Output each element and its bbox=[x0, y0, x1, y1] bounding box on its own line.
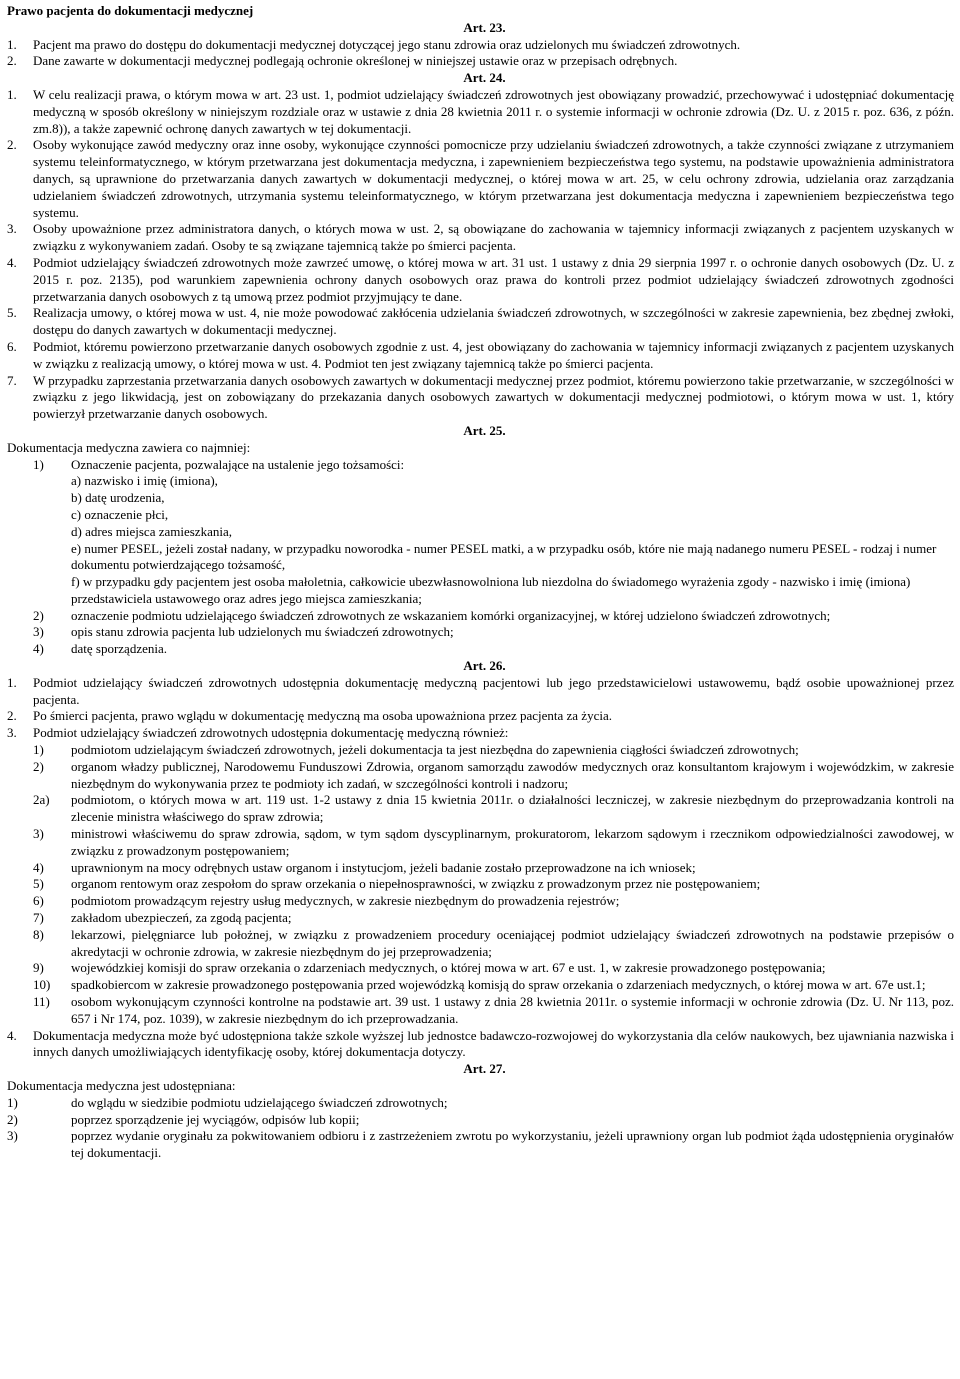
item-number: 2. bbox=[7, 53, 17, 69]
point-number: 6) bbox=[33, 893, 44, 909]
point-number: 1) bbox=[33, 742, 44, 758]
item-text: Osoby upoważnione przez administratora danych, o których mowa w ust. 2, są obowiązane do zachowania w tajemnicy informacji związanych z pacjentem uzyskanych w związku z wykonywaniem zadań. Osoby te są związane tajemnicą także po śmierci pacjenta. bbox=[33, 221, 954, 254]
point-number: 3) bbox=[7, 1128, 18, 1144]
art24-item bbox=[7, 305, 954, 339]
art26-point bbox=[7, 742, 954, 759]
item-text: Po śmierci pacjenta, prawo wglądu w dokumentację medyczną ma osoba upoważniona przez pacjenta za życia. bbox=[33, 708, 612, 724]
point-number: 7) bbox=[33, 910, 44, 926]
point-number: 2a) bbox=[33, 792, 50, 808]
item-number: 1. bbox=[7, 674, 17, 690]
point-number: 10) bbox=[33, 977, 51, 993]
point-text: oznaczenie podmiotu udzielającego świadczeń zdrowotnych ze wskazaniem komórki organizacyjnej, w której udzielono świadczeń zdrowotnych; bbox=[71, 607, 831, 623]
item-text: W przypadku zaprzestania przetwarzania danych osobowych zawartych w dokumentacji medycznej przez podmiot, któremu powierzono takie przetwarzanie, w szczególności w związku z jego likwidacją, jest on zobowiązany do przekazania danych osobowych zawartych w dokumentacji medycznej podmiotowi, o którym mowa w ust. 1, który powierzył przetwarzanie danych osobowych. bbox=[33, 372, 954, 422]
item-number: 4. bbox=[7, 1027, 17, 1043]
point-text: wojewódzkiej komisji do spraw orzekania o zdarzeniach medycznych, o której mowa w art. 67 e ust. 1, w zakresie prowadzonego postępowania; bbox=[71, 960, 826, 976]
point-text: podmiotom prowadzącym rejestry usług medycznych, w zakresie niezbędnym do prowadzenia rejestrów; bbox=[71, 893, 620, 909]
point-text: lekarzowi, pielęgniarce lub położnej, w związku z prowadzeniem procedury oceniającej podmiot udzielający świadczeń zdrowotnych na podstawie przepisów o akredytacji w ochronie zdrowia, w zakresie niezbędnym do jej przeprowadzenia; bbox=[71, 926, 954, 959]
article-24-heading: Art. 24. bbox=[463, 70, 506, 86]
item-number: 2. bbox=[7, 137, 17, 153]
art25-point bbox=[7, 457, 954, 474]
point-text: ministrowi właściwemu do spraw zdrowia, sądom, w tym sądom dyscyplinarnym, prokuratorom, lekarzom sądowym i rzecznikom odpowiedzialności zawodowej, w związku z prowadzonym postępowaniem; bbox=[71, 826, 954, 858]
point-text: poprzez sporządzenie jej wyciągów, odpisów lub kopii; bbox=[71, 1111, 360, 1127]
item-text: Podmiot, któremu powierzono przetwarzanie danych osobowych zgodnie z ust. 4, jest obowiązany do zachowania w tajemnicy informacji związanych z pacjentem uzyskanych w związku z realizacją umowy, o której mowa w ust. 4. Podmiot ten jest związany tajemnicą także po śmierci pacjenta. bbox=[33, 338, 954, 371]
art26-point bbox=[7, 910, 954, 927]
art26-item bbox=[7, 708, 954, 725]
item-text: Podmiot udzielający świadczeń zdrowotnych udostępnia dokumentację medyczną również: bbox=[33, 725, 509, 741]
point-number: 3) bbox=[33, 826, 44, 842]
article-27-heading: Art. 27. bbox=[463, 1061, 506, 1077]
item-number: 1. bbox=[7, 86, 17, 102]
point-text: organom władzy publicznej, Narodowemu Funduszowi Zdrowia, organom samorządu zawodów medycznych oraz konsultantom krajowym i wojewódzkim, w zakresie niezbędnym do wykonywania przez te podmioty ich zadań, w szczególności kontroli i nadzoru; bbox=[71, 758, 954, 791]
item-text: Pacjent ma prawo do dostępu do dokumentacji medycznej dotyczącej jego stanu zdrowia oraz udzielonych mu świadczeń zdrowotnych. bbox=[33, 36, 741, 52]
point-text: datę sporządzenia. bbox=[71, 641, 168, 657]
article-23-heading: Art. 23. bbox=[463, 19, 506, 35]
point-number: 5) bbox=[33, 876, 44, 892]
art25-intro: Dokumentacja medyczna zawiera co najmniej: bbox=[7, 439, 251, 455]
art25-point bbox=[7, 608, 954, 625]
point-text: osobom wykonującym czynności kontrolne na podstawie art. 39 ust. 1 ustawy z dnia 28 kwietnia 2011r. o systemie informacji w ochronie zdrowia (Dz. U. Nr 113, poz. 657 i Nr 174, poz. 1039), w zakresie niezbędnym do ich przeprowadzania. bbox=[71, 994, 954, 1026]
art26-point bbox=[7, 759, 954, 793]
point-number: 8) bbox=[33, 926, 44, 942]
art27-intro: Dokumentacja medyczna jest udostępniana: bbox=[7, 1078, 236, 1093]
art26-point bbox=[7, 927, 954, 961]
point-text: do wglądu w siedzibie podmiotu udzielającego świadczeń zdrowotnych; bbox=[71, 1094, 448, 1110]
art23-item bbox=[7, 53, 954, 70]
point-text: opis stanu zdrowia pacjenta lub udzielonych mu świadczeń zdrowotnych; bbox=[71, 624, 454, 640]
art23-item bbox=[7, 37, 954, 54]
item-number: 3. bbox=[7, 221, 17, 237]
item-number: 7. bbox=[7, 372, 17, 388]
point-number: 11) bbox=[33, 994, 50, 1010]
art24-item bbox=[7, 87, 954, 137]
item-text: Podmiot udzielający świadczeń zdrowotnych udostępnia dokumentację medyczną pacjentowi lub jego przedstawicielowi ustawowemu, bądź osobie upoważnionej przez pacjenta. bbox=[33, 674, 954, 707]
point-text: Oznaczenie pacjenta, pozwalające na ustalenie jego tożsamości: bbox=[71, 456, 405, 472]
point-text: podmiotom, o których mowa w art. 119 ust. 1-2 ustawy z dnia 15 kwietnia 2011r. o działalności leczniczej, w zakresie niezbędnym do przeprowadzania kontroli na zlecenie ministra właściwego do spraw zdrowia; bbox=[71, 792, 954, 825]
art26-point bbox=[7, 792, 954, 826]
art26-point bbox=[7, 876, 954, 893]
item-text: Realizacja umowy, o której mowa w ust. 4, nie może powodować zakłócenia udzielania świadczeń zdrowotnych, w szczególności w zakresie zapewnienia, bez zbędnej zwłoki, dostępu do danych zawartych w dokumentacji medycznej. bbox=[33, 305, 954, 338]
point-number: 2) bbox=[33, 607, 44, 623]
art25-letter: f) w przypadku gdy pacjentem jest osoba małoletnia, całkowicie ubezwłasnowolniona lub niezdolna do świadomego wyrażenia zgody - nazwisko i imię (imiona) przedstawiciela ustawowego oraz adres jego miejsca zamieszkania; bbox=[71, 574, 911, 606]
art26-point bbox=[7, 977, 954, 994]
art26-point bbox=[7, 826, 954, 860]
item-text: W celu realizacji prawa, o którym mowa w art. 23 ust. 1, podmiot udzielający świadczeń zdrowotnych jest obowiązany prowadzić, przechowywać i udostępniać dokumentację medyczną w sposób określony w niniejszym rozdziale oraz w ustawie z dnia 28 kwietnia 2011 r. o systemie informacji w ochronie zdrowia (Dz. U. z 2015 r. poz. 636, z późn. zm.8)), a także zapewnić ochronę danych zawartych w tej dokumentacji. bbox=[33, 86, 954, 136]
point-number: 3) bbox=[33, 624, 44, 640]
point-text: zakładom ubezpieczeń, za zgodą pacjenta; bbox=[71, 910, 292, 926]
item-number: 5. bbox=[7, 305, 17, 321]
point-text: uprawnionym na mocy odrębnych ustaw organom i instytucjom, jeżeli badanie zostało przeprowadzone na ich wniosek; bbox=[71, 859, 696, 875]
art25-letter: b) datę urodzenia, bbox=[71, 490, 165, 506]
art24-item bbox=[7, 255, 954, 305]
item-number: 1. bbox=[7, 36, 17, 52]
art26-item bbox=[7, 675, 954, 709]
art26-point bbox=[7, 960, 954, 977]
art25-letter: e) numer PESEL, jeżeli został nadany, w przypadku noworodka - numer PESEL matki, a w przypadku osób, które nie mają nadanego numeru PESEL - rodzaj i numer dokumentu potwierdzającego tożsamość, bbox=[71, 540, 937, 573]
document-title: Prawo pacjenta do dokumentacji medycznej bbox=[7, 3, 254, 18]
item-number: 6. bbox=[7, 338, 17, 354]
item-text: Dokumentacja medyczna może być udostępniona także szkole wyższej lub jednostce badawczo-rozwojowej do wykorzystania dla celów naukowych, bez ujawniania nazwiska i innych danych umożliwiających identyfikację osoby, której dokumentacja dotyczy. bbox=[33, 1027, 954, 1060]
article-25-heading: Art. 25. bbox=[463, 422, 506, 438]
point-number: 2) bbox=[33, 758, 44, 774]
item-text: Dane zawarte w dokumentacji medycznej podlegają ochronie określonej w niniejszej ustawie oraz w przepisach odrębnych. bbox=[33, 53, 678, 69]
art25-point bbox=[7, 641, 954, 658]
art26-point bbox=[7, 994, 954, 1028]
art26-item bbox=[7, 1028, 954, 1062]
art24-item bbox=[7, 373, 954, 423]
art27-point bbox=[7, 1095, 954, 1112]
point-text: poprzez wydanie oryginału za pokwitowaniem odbioru i z zastrzeżeniem zwrotu po wykorzystaniu, jeżeli uprawniony organ lub podmiot żąda udostępnienia oryginałów tej dokumentacji. bbox=[71, 1128, 954, 1161]
item-number: 4. bbox=[7, 254, 17, 270]
art24-item bbox=[7, 137, 954, 221]
item-text: Podmiot udzielający świadczeń zdrowotnych może zawrzeć umowę, o której mowa w art. 31 ust. 1 ustawy z dnia 29 sierpnia 1997 r. o ochronie danych osobowych (Dz. U. z 2015 r. poz. 2135), pod warunkiem zapewnienia ochrony danych osobowych oraz prawa do kontroli przez podmiot udzielający świadczeń zdrowotnych zgodności przetwarzania danych osobowych z tą umową przez podmiot przyjmujący te dane. bbox=[33, 254, 954, 304]
art25-letter: a) nazwisko i imię (imiona), bbox=[71, 473, 218, 489]
point-number: 4) bbox=[33, 859, 44, 875]
point-text: spadkobiercom w zakresie prowadzonego postępowania przed wojewódzką komisją do spraw orzekania o zdarzeniach medycznych, o której mowa w art. 67e ust.1; bbox=[71, 977, 926, 993]
item-text: Osoby wykonujące zawód medyczny oraz inne osoby, wykonujące czynności pomocnicze przy udzielaniu świadczeń zdrowotnych, a także czynności związane z utrzymaniem systemu teleinformatycznego, w którym przetwarzana jest dokumentacja medyczna, i zapewnieniem bezpieczeństwa tego systemu, na podstawie upoważnienia administratora danych, są uprawnione do przetwarzania danych zawartych w dokumentacji medycznej, o której mowa w art. 25, w celu ochrony zdrowia, udzielania oraz zarządzania udzielaniem świadczeń zdrowotnych, utrzymania systemu teleinformatycznego, w którym przetwarzana jest dokumentacja medyczna i zapewnieniem bezpieczeństwa tego systemu. bbox=[33, 137, 954, 220]
article-26-heading: Art. 26. bbox=[463, 658, 506, 674]
art25-letter: d) adres miejsca zamieszkania, bbox=[71, 523, 232, 539]
point-number: 1) bbox=[33, 456, 44, 472]
art26-point bbox=[7, 893, 954, 910]
point-text: organom rentowym oraz zespołom do spraw orzekania o niepełnosprawności, w związku z prowadzonym przez nie postępowaniem; bbox=[71, 876, 761, 892]
point-number: 4) bbox=[33, 641, 44, 657]
art24-item bbox=[7, 339, 954, 373]
art27-point bbox=[7, 1112, 954, 1129]
art26-item bbox=[7, 725, 954, 742]
art24-item bbox=[7, 221, 954, 255]
art26-point bbox=[7, 860, 954, 877]
point-number: 1) bbox=[7, 1094, 18, 1110]
art27-point bbox=[7, 1128, 954, 1162]
art25-letter: c) oznaczenie płci, bbox=[71, 506, 169, 522]
art25-point bbox=[7, 624, 954, 641]
point-text: podmiotom udzielającym świadczeń zdrowotnych, jeżeli dokumentacja ta jest niezbędna do zapewnienia ciągłości świadczeń zdrowotnych; bbox=[71, 742, 799, 758]
point-number: 9) bbox=[33, 960, 44, 976]
point-number: 2) bbox=[7, 1111, 18, 1127]
item-number: 2. bbox=[7, 708, 17, 724]
item-number: 3. bbox=[7, 725, 17, 741]
